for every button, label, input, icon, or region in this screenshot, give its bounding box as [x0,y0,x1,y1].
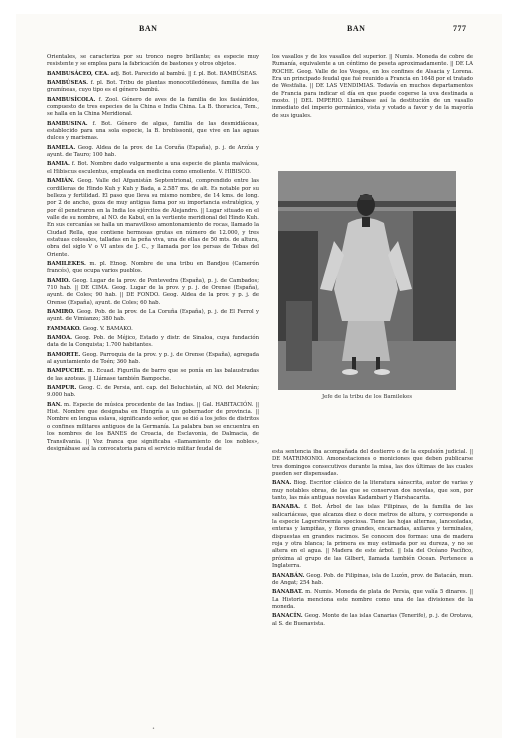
entry: BAMIO. Geog. Lugar de la prov. de Pontevedra (España), p. j. de Cambados; 710 hab. || DE CIMA. Geog. Lugar de la prov. y p. j. de Orense (España), ayunt. de Coles; 90 hab. || DE FONDO. Geog. Aldea de la prov. y p. j. de Orense (España), ayunt. de Coles; 60 hab. [47,277,259,306]
entry: los vasallos y de los vasallos del superior. || Numis. Moneda de cobre de Rumanía, equivalente a un céntimo de peseta aproximadamente. || DE LA ROCHE. Geog. Valle de los Vosgos, en los confines de Alsacia y Lorena. Era un principado feudal que fué reunido a Francia en 1648 por el tratado de Westfalia. || DE LAS VENDIMIAS. Todavía en muchos departamentos de Francia para indicar el día en que puede cogerse la uva destinada a mosto. || DEL IMPERIO. Llamábase así la destitución de un vasallo inmediato del imperio germánico, vista y votado a favor y de la mayoría de sus iguales. [272,54,473,119]
entry: BANABÁN. Geog. Pob. de Filipinas, isla de Luzón, prov. de Batacán, mun. de Angat; 254 hab. [272,572,473,586]
entry: BAMPUR. Geog. C. de Persia, ant. cap. del Beluchistán, al NO. del Mekrán; 9.000 hab. [47,385,259,399]
entry: BAMIÁN. Geog. Valle del Afganistán Septentrional, comprendido entre las cordilleras de Hindo Kuh y Kuh y Bada, a 2.587 ms. de alt. Es notable por su belleza y fertilidad. El paso que lleva su mismo nombre, de 14 kms. de long. por 2 de ancho, goza de muy antigua fama por su importancia estratégica, y por él penetraron en la India los ejércitos de Alejandro. || Lugar situado en el valle de su nombre, al NO. de Kabul, en la vertiente meridional del Hindo Kuh. En sus cercanías se halla un maravilloso amontonamiento de rocas, llamado la Ciudad Rella, que contiene hermosas grutas en número de 12.000, y tres estatuas colosales, talladas en la peña viva, una de ellas de 50 mts. de altura, obra del siglo V o VI antes de J. C., y llamada por los persas de Tebas del Oriente. [47,178,259,258]
right-column-top [272,54,473,122]
entry: BAMELA. Geog. Aldea de la prov. de La Coruña (España), p. j. de Arzúa y ayunt. de Tauro; 100 hab. [47,144,259,159]
entry: BAMBUSÍCOLA. f. Zool. Género de aves de la familia de los fasiánidos, compuesto de tres especies de la China e India China. La B. thoracica, Tem., se halla en la China Meridional. [47,96,259,118]
page-number: 777 [453,24,467,33]
running-head-left: BAN [139,24,158,33]
entry: BAMORTE. Geog. Parroquia de la prov. y p. j. de Orense (España), agregada al ayuntamiento de Toén; 360 hab. [47,351,259,366]
tribal-chief-photo [278,171,456,390]
entry: FAMMAKO. Geog. V. BAMAKO. [47,325,133,332]
footer-mark: • [152,726,155,732]
right-column-bottom [272,449,473,630]
entry: BANA. Biog. Escritor clásico de la literatura sánscrita, autor de varias y muy notables obras, de las que se conservan dos novelas, que son, por tanto, las más antiguas novelas Kadambari y Harshacarita. [272,480,473,502]
entry: BAN. m. Especie de música procedente de las Indias. || Gal. HABITACIÓN. || Hist. Nombre que designaba en Hungría a un gobernador de provincia. || Nombre en lengua eslava, significando señor, que se dió a los jefes de distritos o confines militares antiguos de la Germanía. La palabra ban se encuentra en los nombres de los BANES de Croacia, de Esclavonia, de Dalmacia, de Transilvania. || Voz franca que significaba «llamamiento de los nobles», designábase así la convocatoria para el servicio militar feudal de [47,401,259,452]
entry: BANABAT. m. Numis. Moneda de plata de Persia, que valía 5 dinares. || La Historia menciona este nombre como una de las divisiones de la moneda. [272,589,473,610]
entry: BAMBUSINA. f. Bot. Género de algas, familia de las desmidiáceas, establecido para una sola especie, la B. brebissonii, que vive en las aguas dulces y marismas. [47,120,259,142]
left-column [47,54,259,455]
dictionary-page [16,14,502,738]
photo-image [278,171,456,390]
entry: BANABA. f. Bot. Árbol de las islas Filipinas, de la familia de las salicariáceas, que alcanza diez o doce metros de altura, y corresponde a la especie Lagerstroemia speciosa. Tiene las hojas alternas, lanceoladas, enteras y lampiñas, y flores grandes, encarnadas, axilares y terminales, dispuestas en grandes racimos. Se conocen dos formas: una de madera roja y otra blanca; la primera es muy estimada por su dureza, y no se altera en el agua. || Madera de este árbol. || Isla del Océano Pacífico, próxima al grupo de las Gilbert, llamada también Ocean. Pertenece a Inglaterra. [272,504,473,570]
entry: BAMILEKES. m. pl. Etnog. Nombre de una tribu en Bandjou (Camerón francés), que ocupa varios pueblos. [47,260,259,275]
entry: BANACÍN. Geog. Monte de las islas Canarias (Tenerife), p. j. de Orotava, al S. de Buenavista. [272,613,473,627]
entry: BAMIA. f. Bot. Nombre dado vulgarmente a una especie de planta malvácea, el Hibiscus esculentus, empleada en medicina como emoliente. V. HIBISCO. [47,161,259,175]
entry: BAMPUCHE. m. Ecuad. Figurilla de barro que se ponía en las balaustradas de las azoteas. || Llámase también Bampoche. [47,368,259,382]
entry: BAMBÚSEAS. f. pl. Bot. Tribu de plantas monocotiledóneas, familia de las gramíneas, cuyo tipo es el género bambú. [47,80,259,94]
photo-caption: Jefe de la tribu de los Bamilekes [321,394,413,400]
running-head-center: BAN [347,24,366,33]
entry: BAMIRO. Geog. Pob. de la prov. de La Coruña (España), p. j. de El Ferrol y ayunt. de Vimianzo; 380 hab. [47,309,259,323]
entry: BAMOA. Geog. Pob. de Méjico, Estado y distr. de Sinaloa, cuya fundación data de la Conquista; 1.700 habitantes. [47,335,259,349]
entry: Orientales, se caracteriza por su tronco negro brillante; es especie muy resistente y se emplea para la fabricación de bastones y otros objetos. [47,54,259,68]
entry: esta sentencia iba acompañada del destierro o de la expulsión judicial. || DE MATRIMONIO. Amonestaciones o moniciones que deben publicarse tres domingos consecutivos durante la misa, las dos últimas de las cuales pueden ser dispensadas. [272,449,473,478]
entry: BAMBUSÁCEO, CEA. adj. Bot. Parecido al bambú. || f. pl. Bot. BAMBÚSEAS. [47,70,258,77]
